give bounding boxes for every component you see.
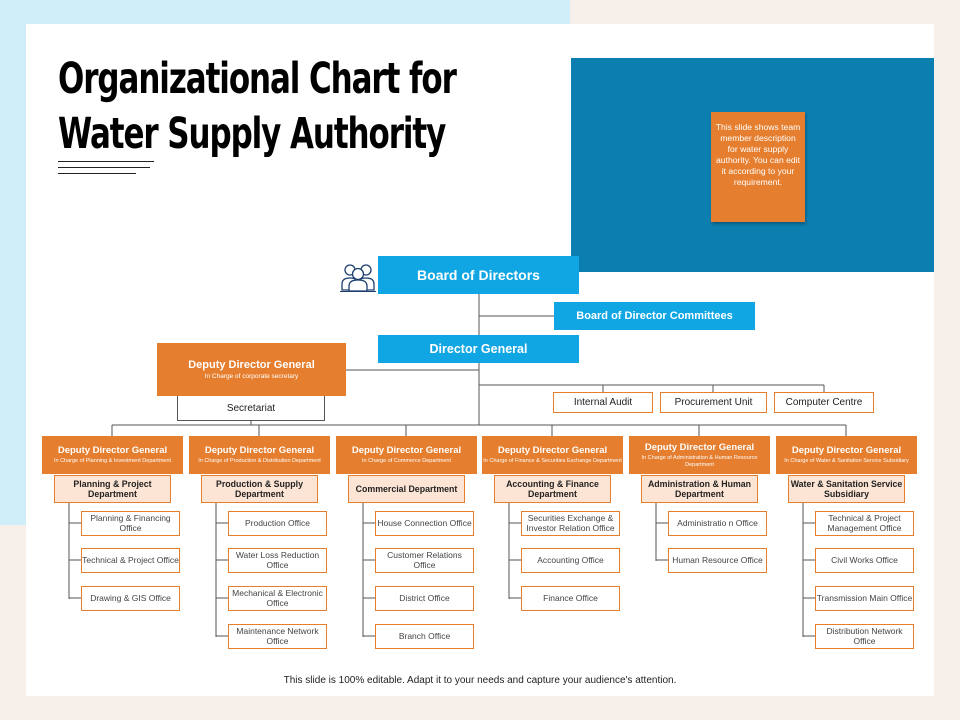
office-box bbox=[815, 548, 914, 573]
office-label: Accounting Office bbox=[537, 554, 604, 565]
secretariat-label: Secretariat bbox=[226, 402, 276, 414]
office-box bbox=[228, 624, 327, 649]
department-label: Production & Supply Department bbox=[216, 479, 303, 499]
office-box bbox=[815, 586, 914, 611]
department-label: Administration & Human Department bbox=[647, 479, 752, 499]
office-label: Customer Relations Office bbox=[387, 550, 462, 570]
office-label: Transmission Main Office bbox=[816, 592, 913, 603]
deputy-subtitle: In Charge of Planning & Investment Department bbox=[53, 458, 172, 465]
title-line-1: Organizational Chart for bbox=[58, 54, 456, 104]
office-box bbox=[228, 548, 327, 573]
deputy-title: Deputy Director General bbox=[497, 445, 608, 457]
department-label: Commercial Department bbox=[355, 484, 458, 494]
office-label: District Office bbox=[399, 592, 450, 603]
office-label: Technical & Project Office bbox=[82, 554, 179, 565]
office-label: Human Resource Office bbox=[672, 554, 763, 565]
deputy-subtitle: In Charge of Finance & Securities Exchange Department bbox=[483, 458, 622, 465]
office-box bbox=[375, 511, 474, 536]
deputy-subtitle: In Charge of Commerce Department bbox=[362, 458, 451, 465]
director-general-box bbox=[378, 335, 579, 363]
unit-label: Computer Centre bbox=[785, 397, 863, 408]
department-box bbox=[641, 475, 758, 503]
deputy-title: Deputy Director General bbox=[188, 358, 315, 371]
office-label: Civil Works Office bbox=[831, 554, 898, 565]
office-box bbox=[375, 624, 474, 649]
deputy-subtitle: In Charge of Water & Sanitation Service Subsidiary bbox=[784, 458, 909, 465]
deputy-director-box bbox=[42, 436, 183, 474]
office-label: Finance Office bbox=[543, 592, 598, 603]
department-box bbox=[494, 475, 611, 503]
deputy-subtitle: In Charge of Production & Distribution Department bbox=[198, 458, 321, 465]
deputy-title: Deputy Director General bbox=[791, 445, 902, 457]
office-box bbox=[521, 548, 620, 573]
office-label: Administratio n Office bbox=[677, 517, 758, 528]
office-box bbox=[81, 586, 180, 611]
unit-label: Internal Audit bbox=[573, 397, 633, 408]
department-label: Planning & Project Department bbox=[73, 479, 152, 499]
office-label: Maintenance Network Office bbox=[236, 626, 319, 646]
deputy-title: Deputy Director General bbox=[351, 445, 462, 457]
footer-text: This slide is 100% editable. Adapt it to your needs and capture your audience's attention. bbox=[283, 675, 677, 686]
office-box bbox=[228, 586, 327, 611]
office-box bbox=[668, 548, 767, 573]
committees-label: Board of Director Committees bbox=[576, 310, 733, 322]
office-label: Mechanical & Electronic Office bbox=[232, 588, 323, 608]
office-label: Securities Exchange & Investor Relation Office bbox=[526, 513, 615, 533]
office-label: Planning & Financing Office bbox=[90, 513, 171, 533]
office-box bbox=[81, 511, 180, 536]
title-line-2: Water Supply Authority bbox=[58, 109, 446, 159]
office-box bbox=[815, 624, 914, 649]
office-label: Production Office bbox=[244, 517, 311, 528]
office-box bbox=[521, 511, 620, 536]
deputy-director-box bbox=[189, 436, 330, 474]
office-box bbox=[81, 548, 180, 573]
office-box bbox=[375, 586, 474, 611]
office-box bbox=[521, 586, 620, 611]
office-label: Technical & Project Management Office bbox=[827, 513, 902, 533]
deputy-director-corporate-box bbox=[157, 343, 346, 396]
deputy-subtitle: In Charge of Administration & Human Resource Department bbox=[641, 455, 758, 468]
office-label: Water Loss Reduction Office bbox=[235, 550, 320, 570]
office-label: Distribution Network Office bbox=[826, 626, 903, 646]
board-of-directors-box bbox=[378, 256, 579, 294]
deputy-title: Deputy Director General bbox=[204, 445, 315, 457]
board-committees-box bbox=[554, 302, 755, 330]
deputy-title: Deputy Director General bbox=[57, 445, 168, 457]
team-icon bbox=[340, 260, 376, 292]
department-label: Accounting & Finance Department bbox=[506, 479, 599, 499]
deputy-title: Deputy Director General bbox=[644, 442, 755, 453]
secretariat-box bbox=[177, 396, 325, 421]
unit-procurement bbox=[660, 392, 767, 413]
deputy-director-box bbox=[629, 436, 770, 474]
director-general-label: Director General bbox=[429, 342, 528, 356]
deputy-director-box bbox=[336, 436, 477, 474]
department-box bbox=[788, 475, 905, 503]
office-box bbox=[668, 511, 767, 536]
office-box bbox=[375, 548, 474, 573]
office-label: Branch Office bbox=[398, 630, 451, 641]
deputy-director-box bbox=[776, 436, 917, 474]
unit-label: Procurement Unit bbox=[674, 397, 753, 408]
department-box bbox=[348, 475, 465, 503]
office-label: Drawing & GIS Office bbox=[90, 592, 171, 603]
description-note: This slide shows team member description for water supply authority. You can edit it according to your requirement. bbox=[711, 112, 805, 222]
board-label: Board of Directors bbox=[417, 267, 540, 283]
office-box bbox=[228, 511, 327, 536]
office-label: House Connection Office bbox=[377, 517, 472, 528]
department-box bbox=[54, 475, 171, 503]
deputy-subtitle: In Charge of corporate secretary bbox=[204, 372, 299, 380]
department-label: Water & Sanitation Service Subsidiary bbox=[790, 479, 903, 499]
deputy-director-box bbox=[482, 436, 623, 474]
department-box bbox=[201, 475, 318, 503]
office-box bbox=[815, 511, 914, 536]
unit-computer-centre bbox=[774, 392, 874, 413]
unit-internal-audit bbox=[553, 392, 653, 413]
